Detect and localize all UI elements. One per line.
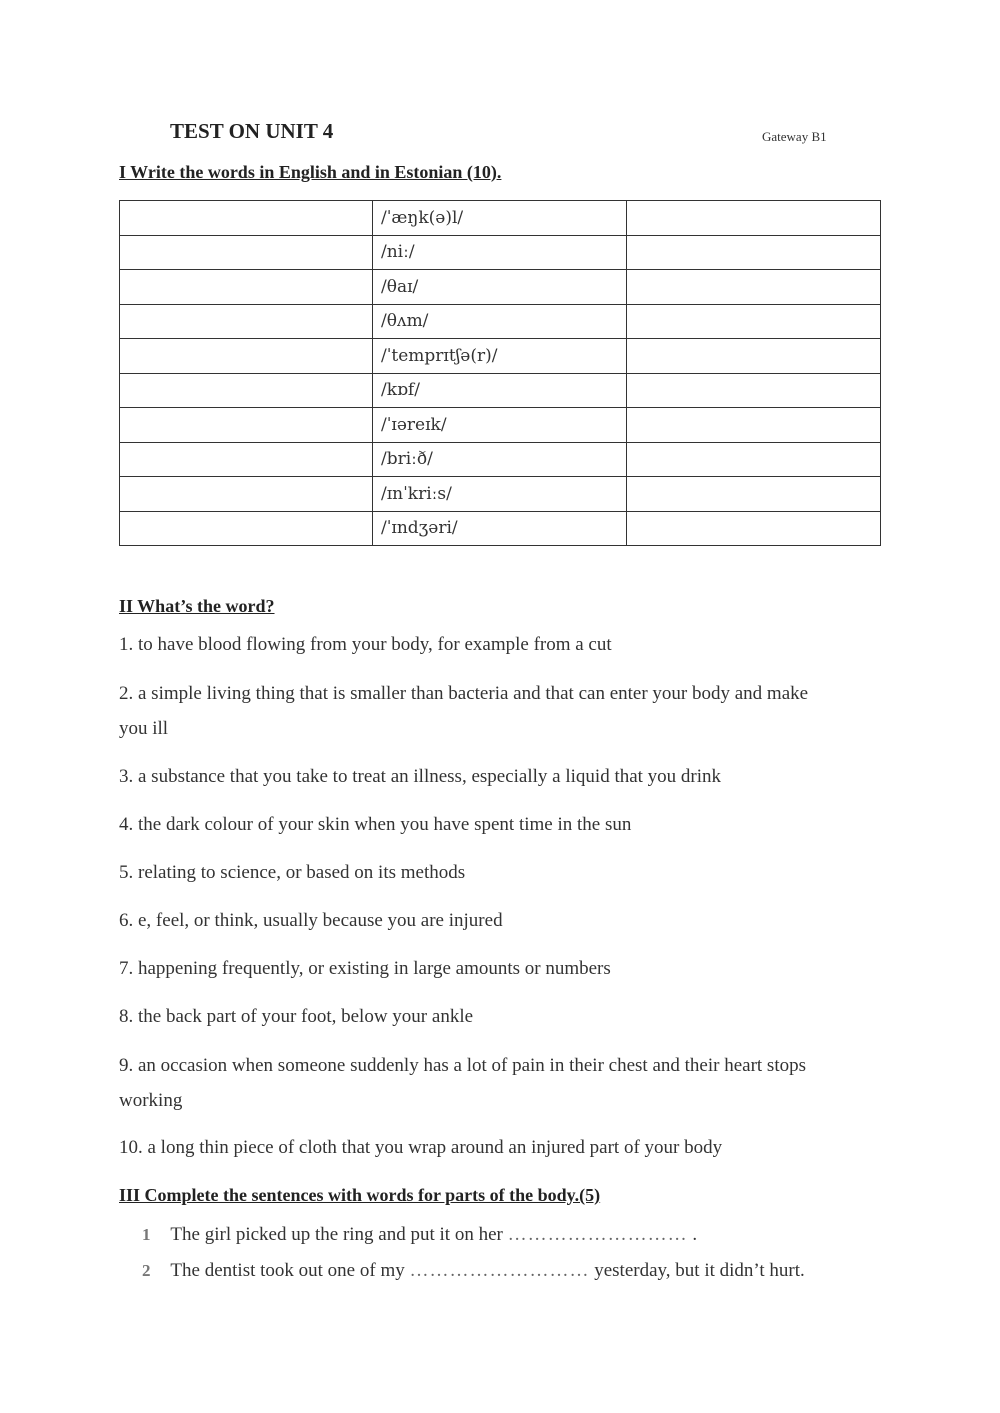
definition-item: 8. the back part of your foot, below your ankle — [119, 1006, 474, 1027]
estonian-cell[interactable] — [627, 442, 881, 477]
ipa-cell: /niː/ — [373, 235, 627, 270]
definition-item: 4. the dark colour of your skin when you have spent time in the sun — [119, 814, 632, 835]
estonian-cell[interactable] — [627, 304, 881, 339]
estonian-cell[interactable] — [627, 511, 881, 546]
sentence-number: 1 — [142, 1225, 151, 1244]
table-row — [120, 442, 881, 477]
page-title: TEST ON UNIT 4 — [170, 119, 334, 143]
definition-item: 2. a simple living thing that is smaller than bacteria and that can enter your body and make you ill — [119, 683, 809, 739]
table-row — [120, 408, 881, 443]
definition-item: 7. happening frequently, or existing in large amounts or numbers — [119, 958, 611, 979]
estonian-cell[interactable] — [627, 235, 881, 270]
answer-blank[interactable]: ……………………… — [409, 1260, 590, 1281]
definition-item: 9. an occasion when someone suddenly has a lot of pain in their chest and their heart stops working — [119, 1055, 806, 1111]
estonian-cell[interactable] — [627, 477, 881, 512]
english-cell[interactable] — [120, 304, 373, 339]
ipa-cell: /ɪnˈkriːs/ — [373, 477, 627, 512]
english-cell[interactable] — [120, 270, 373, 305]
table-row — [120, 477, 881, 512]
sentence-text-after: yesterday, but it didn’t hurt. — [594, 1260, 805, 1281]
ipa-cell: /kɒf/ — [373, 373, 627, 408]
table-row — [120, 270, 881, 305]
english-cell[interactable] — [120, 339, 373, 374]
section-1-heading: I Write the words in English and in Estonian (10). — [119, 162, 502, 182]
sentence-text-before: The dentist took out one of my — [170, 1260, 405, 1281]
ipa-cell: /ˈɪəreɪk/ — [373, 408, 627, 443]
definition-item: 3. a substance that you take to treat an illness, especially a liquid that you drink — [119, 766, 722, 787]
definition-item: 6. e, feel, or think, usually because you are injured — [119, 910, 503, 931]
english-cell[interactable] — [120, 408, 373, 443]
english-cell[interactable] — [120, 442, 373, 477]
estonian-cell[interactable] — [627, 373, 881, 408]
ipa-cell: /briːð/ — [373, 442, 627, 477]
table-row — [120, 373, 881, 408]
english-cell[interactable] — [120, 373, 373, 408]
english-cell[interactable] — [120, 511, 373, 546]
vocabulary-table — [119, 200, 881, 546]
english-cell[interactable] — [120, 201, 373, 236]
ipa-cell: /ˈɪndʒəri/ — [373, 511, 627, 546]
ipa-cell: /θaɪ/ — [373, 270, 627, 305]
english-cell[interactable] — [120, 235, 373, 270]
sentence-text-after: . — [692, 1224, 698, 1245]
estonian-cell[interactable] — [627, 201, 881, 236]
english-cell[interactable] — [120, 477, 373, 512]
sentence-item — [142, 1260, 805, 1282]
section-3-heading: III Complete the sentences with words for parts of the body.(5) — [119, 1185, 601, 1205]
table-row — [120, 304, 881, 339]
definition-item: 10. a long thin piece of cloth that you wrap around an injured part of your body — [119, 1137, 723, 1158]
section-2-heading: II What’s the word? — [119, 596, 275, 616]
sentence-item — [142, 1224, 697, 1246]
sentence-number: 2 — [142, 1261, 151, 1280]
definition-item: 1. to have blood flowing from your body, for example from a cut — [119, 634, 612, 655]
coursebook-label: Gateway B1 — [762, 129, 827, 144]
definition-item: 5. relating to science, or based on its methods — [119, 862, 466, 883]
table-row — [120, 339, 881, 374]
ipa-cell: /θʌm/ — [373, 304, 627, 339]
sentence-text-before: The girl picked up the ring and put it on her — [170, 1224, 503, 1245]
table-row — [120, 511, 881, 546]
estonian-cell[interactable] — [627, 408, 881, 443]
table-row — [120, 201, 881, 236]
ipa-cell: /ˈtemprɪtʃə(r)/ — [373, 339, 627, 374]
table-row — [120, 235, 881, 270]
estonian-cell[interactable] — [627, 270, 881, 305]
answer-blank[interactable]: ……………………… — [507, 1224, 688, 1245]
ipa-cell: /ˈæŋk(ə)l/ — [373, 201, 627, 236]
estonian-cell[interactable] — [627, 339, 881, 374]
